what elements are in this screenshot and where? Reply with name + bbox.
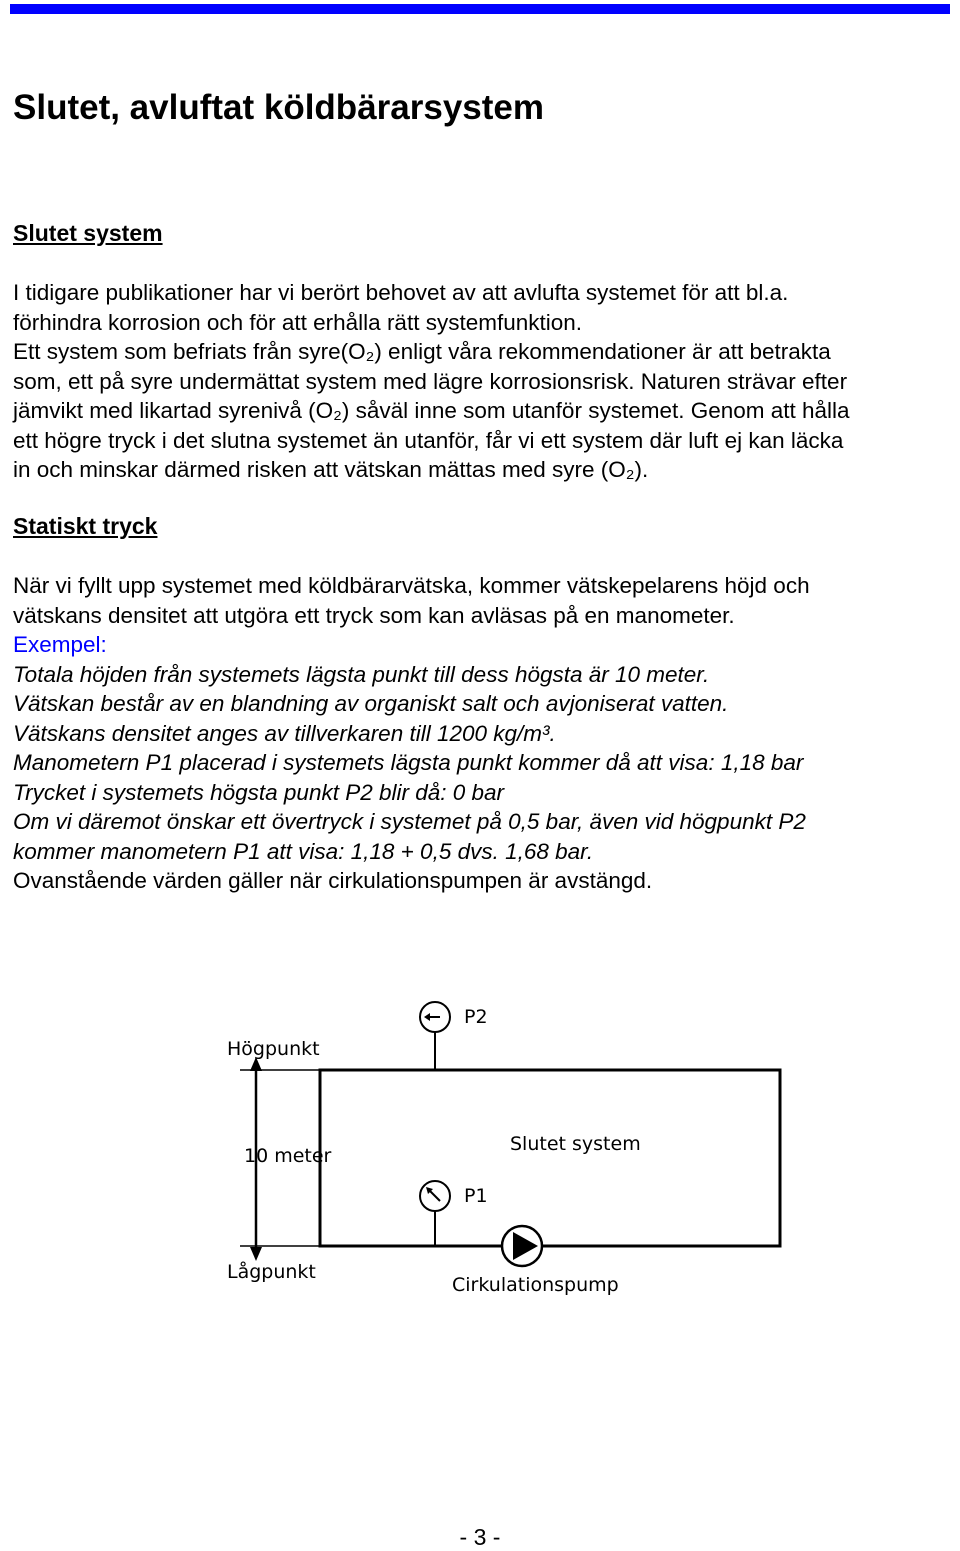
label-gauge-p2: P2 bbox=[464, 1006, 488, 1028]
example-line: Trycket i systemets högsta punkt P2 blir då: 0 bar bbox=[13, 779, 505, 805]
label-pump: Cirkulationspump bbox=[452, 1274, 619, 1296]
arrow-down-icon bbox=[250, 1247, 262, 1261]
body-line: ett högre tryck i det slutna systemet än utanför, får vi ett system där luft ej kan läcka bbox=[13, 427, 844, 453]
example-label: Exempel: bbox=[13, 632, 107, 657]
body-line: in och minskar därmed risken att vätskan mättas med syre (O₂). bbox=[13, 457, 649, 482]
page-title: Slutet, avluftat köldbärarsystem bbox=[13, 88, 544, 127]
example-line: Totala höjden från systemets lägsta punkt till dess högsta är 10 meter. bbox=[13, 661, 710, 687]
example-line: Om vi däremot önskar ett övertryck i systemet på 0,5 bar, även vid högpunkt P2 bbox=[13, 809, 806, 834]
body-line: I tidigare publikationer har vi berört behovet av att avlufta systemet för att bl.a. bbox=[13, 280, 789, 305]
body-line: jämvikt med likartad syrenivå (O₂) såväl inne som utanför systemet. Genom att hålla bbox=[13, 398, 850, 423]
section-heading-statiskt-tryck: Statiskt tryck bbox=[13, 513, 158, 539]
top-color-bar bbox=[10, 4, 950, 14]
closed-system-diagram bbox=[200, 985, 800, 1305]
body-line: När vi fyllt upp systemet med köldbärarvätska, kommer vätskepelarens höjd och bbox=[13, 573, 810, 598]
page-number: - 3 - bbox=[459, 1524, 501, 1550]
body-line: Ett system som befriats från syre(O₂) enligt våra rekommendationer är att betrakta bbox=[13, 339, 831, 364]
example-line: Vätskan består av en blandning av organiskt salt och avjoniserat vatten. bbox=[13, 691, 729, 716]
label-gauge-p1: P1 bbox=[464, 1185, 488, 1207]
label-height: 10 meter bbox=[244, 1145, 332, 1167]
example-line: Manometern P1 placerad i systemets lägsta punkt kommer då att visa: 1,18 bar bbox=[13, 750, 804, 775]
body-line: vätskans densitet att utgöra ett tryck som kan avläsas på en manometer. bbox=[13, 602, 735, 628]
closing-line: Ovanstående värden gäller när cirkulationspumpen är avstängd. bbox=[13, 868, 653, 893]
example-line: Vätskans densitet anges av tillverkaren till 1200 kg/m³. bbox=[13, 720, 556, 746]
example-line: kommer manometern P1 att visa: 1,18 + 0,5 dvs. 1,68 bar. bbox=[13, 838, 594, 864]
section-heading-slutet-system: Slutet system bbox=[13, 220, 163, 246]
label-low-point: Lågpunkt bbox=[227, 1261, 316, 1283]
pipe-loop bbox=[320, 1070, 780, 1246]
section-body-slutet-system bbox=[13, 278, 958, 485]
label-closed-system: Slutet system bbox=[510, 1133, 641, 1155]
section-body-statiskt-tryck bbox=[13, 571, 958, 896]
body-line: som, ett på syre undermättat system med lägre korrosionsrisk. Naturen strävar efter bbox=[13, 368, 848, 394]
body-line: förhindra korrosion och för att erhålla rätt systemfunktion. bbox=[13, 309, 583, 335]
label-high-point: Högpunkt bbox=[227, 1038, 320, 1060]
